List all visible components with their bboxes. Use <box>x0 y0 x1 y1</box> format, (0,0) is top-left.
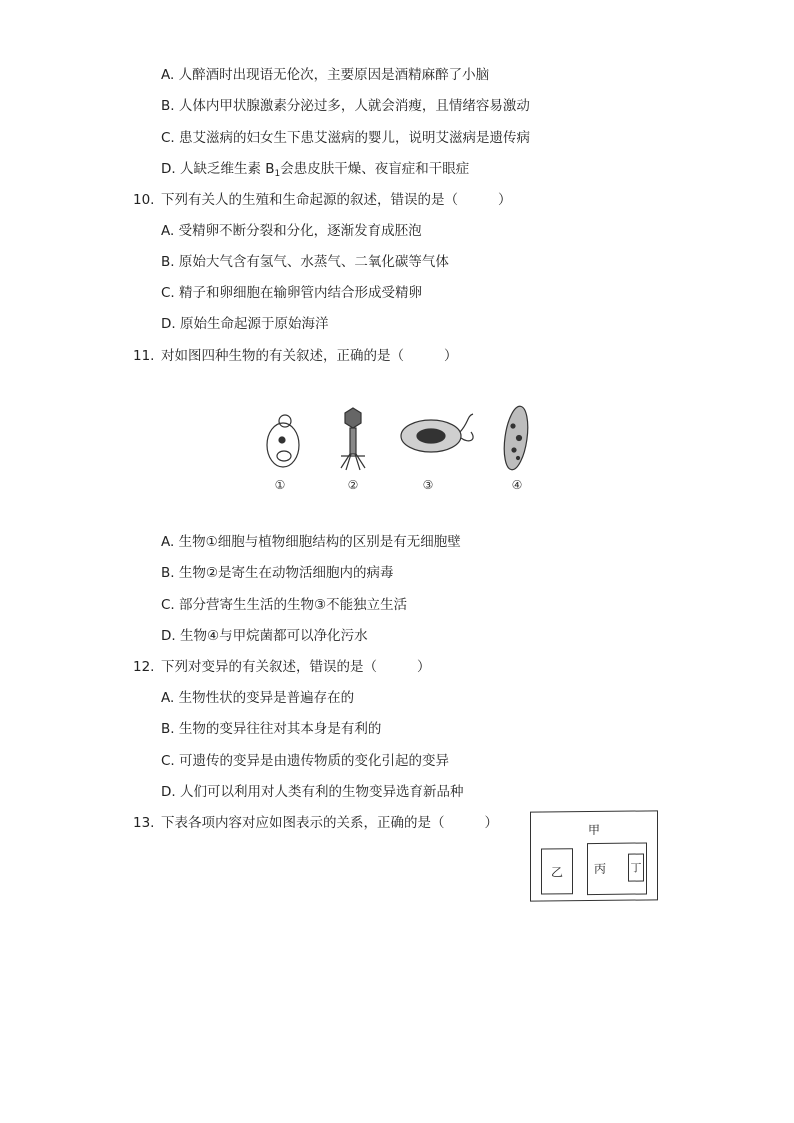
q11-option-a: A. 生物①细胞与植物细胞结构的区别是有无细胞壁 <box>161 534 461 550</box>
q10-option-d: D. 原始生命起源于原始海洋 <box>161 316 329 332</box>
organisms-figure <box>255 400 545 480</box>
q9-option-d: D. 人缺乏维生素 $B_1$会患皮肤干燥、夜盲症和干眼症 <box>161 161 470 179</box>
figure-label-4: ④ <box>511 478 523 492</box>
q11-stem: 11. 对如图四种生物的有关叙述，正确的是（ ） <box>133 348 458 364</box>
question-number: 10. <box>133 192 155 208</box>
q9-option-a: A. 人醉酒时出现语无伦次，主要原因是酒精麻醉了小脑 <box>161 67 490 83</box>
q9-option-c: C. 患艾滋病的妇女生下患艾滋病的婴儿，说明艾滋病是遗传病 <box>161 130 531 146</box>
yeast-illustration <box>267 415 299 467</box>
q9-option-b: B. 人体内甲状腺激素分泌过多，人就会消瘦，且情绪容易激动 <box>161 98 530 114</box>
q12-option-d: D. 人们可以利用对人类有利的生物变异选育新品种 <box>161 784 464 800</box>
figure-label-2: ② <box>347 478 359 492</box>
relationship-diagram <box>530 810 658 901</box>
q12-option-a: A. 生物性状的变异是普遍存在的 <box>161 690 355 706</box>
q10-option-c: C. 精子和卵细胞在输卵管内结合形成受精卵 <box>161 285 423 301</box>
q10-stem: 10. 下列有关人的生殖和生命起源的叙述，错误的是（ ） <box>133 192 512 208</box>
q10-option-b: B. 原始大气含有氢气、水蒸气、二氧化碳等气体 <box>161 254 449 270</box>
q12-stem: 12. 下列对变异的有关叙述，错误的是（ ） <box>133 659 431 675</box>
q11-option-b: B. 生物②是寄生在动物活细胞内的病毒 <box>161 565 394 581</box>
q11-option-c: C. 部分营寄生生活的生物③不能独立生活 <box>161 597 408 613</box>
diagram-box-yi: 乙 <box>541 848 573 894</box>
q13-stem: 13. 下表各项内容对应如图表示的关系，正确的是（ ） <box>133 815 498 831</box>
paramecium-illustration <box>501 405 532 471</box>
diagram-box-ding: 丁 <box>628 853 644 881</box>
q10-option-a: A. 受精卵不断分裂和分化，逐渐发育成胚泡 <box>161 223 422 239</box>
bacteriophage-illustration <box>341 408 365 470</box>
figure-label-1: ① <box>274 478 286 492</box>
q12-option-b: B. 生物的变异往往对其本身是有利的 <box>161 721 382 737</box>
bacterium-illustration <box>401 414 473 452</box>
diagram-box-bing <box>587 842 647 895</box>
figure-label-3: ③ <box>422 478 434 492</box>
q11-option-d: D. 生物④与甲烷菌都可以净化污水 <box>161 628 368 644</box>
question-number: 12. <box>133 659 155 675</box>
diagram-label-bing: 丙 <box>594 861 607 876</box>
question-number: 13. <box>133 815 155 831</box>
question-number: 11. <box>133 348 155 364</box>
q12-option-c: C. 可遗传的变异是由遗传物质的变化引起的变异 <box>161 753 450 769</box>
diagram-label-jia: 甲 <box>587 822 600 838</box>
